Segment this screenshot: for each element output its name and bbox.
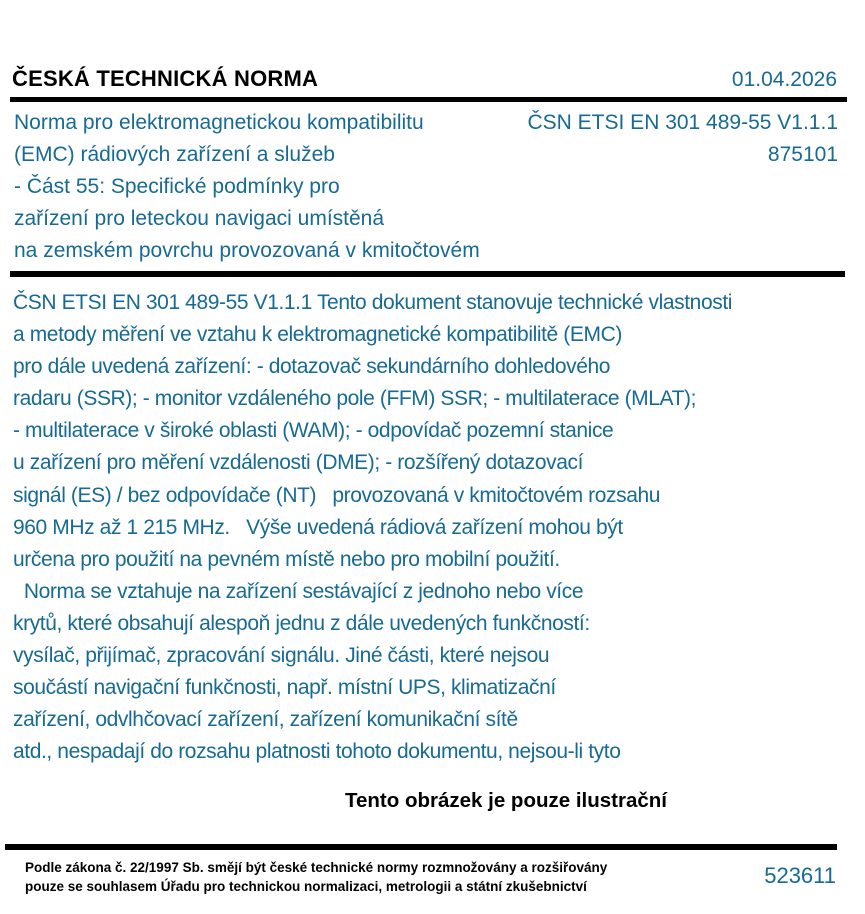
standard-title	[14, 107, 480, 267]
page-header	[12, 66, 837, 92]
legal-notice-line: pouze se souhlasem Úřadu pro technickou normalizaci, metrologii a státní zkušebnictví	[25, 879, 587, 894]
effective-date: 01.04.2026	[731, 68, 837, 91]
abstract-line: - multilaterace v široké oblasti (WAM); - odpovídač pozemní stanice	[13, 419, 614, 443]
title-line: Norma pro elektromagnetickou kompatibilitu	[14, 111, 424, 134]
standard-reference	[528, 107, 839, 267]
illustration-note: Tento obrázek je pouze ilustrační	[345, 789, 667, 812]
document-number: 523611	[764, 863, 836, 888]
abstract-line: signál (ES) / bez odpovídače (NT) provozovaná v kmitočtovém rozsahu	[13, 483, 661, 507]
abstract-text	[13, 287, 850, 768]
abstract-line: u zařízení pro měření vzdálenosti (DME); - rozšířený dotazovací	[13, 451, 584, 475]
abstract-line: Norma se vztahuje na zařízení sestávající z jednoho nebo více	[13, 579, 584, 603]
abstract-line: atd., nespadají do rozsahu platnosti tohoto dokumentu, nejsou-li tyto	[13, 740, 621, 764]
abstract-line: a metody měření ve vztahu k elektromagnetické kompatibilitě (EMC)	[13, 323, 622, 347]
title-block	[14, 107, 838, 267]
abstract-line: součástí navigační funkčnosti, např. místní UPS, klimatizační	[13, 676, 556, 700]
title-rule	[10, 271, 845, 277]
legal-notice-line: Podle zákona č. 22/1997 Sb. smějí být české technické normy rozmnožovány a rozšiřovány	[25, 860, 608, 875]
page-title: ČESKÁ TECHNICKÁ NORMA	[12, 66, 319, 91]
abstract-line: pro dále uvedená zařízení: - dotazovač sekundárního dohledového	[13, 355, 611, 379]
abstract-line: ČSN ETSI EN 301 489-55 V1.1.1 Tento dokument stanovuje technické vlastnosti	[13, 291, 733, 314]
title-line: na zemském povrchu provozovaná v kmitočtovém	[14, 239, 480, 262]
catalog-number: 875101	[767, 143, 838, 166]
title-line: zařízení pro leteckou navigaci umístěná	[14, 207, 385, 230]
abstract-line: zařízení, odvlhčovací zařízení, zařízení komunikační sítě	[13, 708, 518, 732]
title-line: - Část 55: Specifické podmínky pro	[14, 175, 340, 198]
title-line: (EMC) rádiových zařízení a služeb	[14, 143, 335, 166]
footer-rule	[5, 844, 837, 850]
abstract-line: 960 MHz až 1 215 MHz. Výše uvedená rádiová zařízení mohou být	[13, 515, 623, 539]
standard-code: ČSN ETSI EN 301 489-55 V1.1.1	[527, 111, 838, 134]
abstract-line: krytů, které obsahují alespoň jednu z dále uvedených funkčností:	[13, 611, 590, 635]
abstract-line: určena pro použití na pevném místě nebo pro mobilní použití.	[13, 547, 560, 571]
abstract-line: radaru (SSR); - monitor vzdáleného pole (FFM) SSR; - multilaterace (MLAT);	[13, 387, 697, 411]
abstract-line: vysílač, přijímač, zpracování signálu. Jiné části, které nejsou	[13, 644, 550, 668]
header-rule	[10, 97, 847, 102]
legal-notice	[25, 858, 607, 896]
